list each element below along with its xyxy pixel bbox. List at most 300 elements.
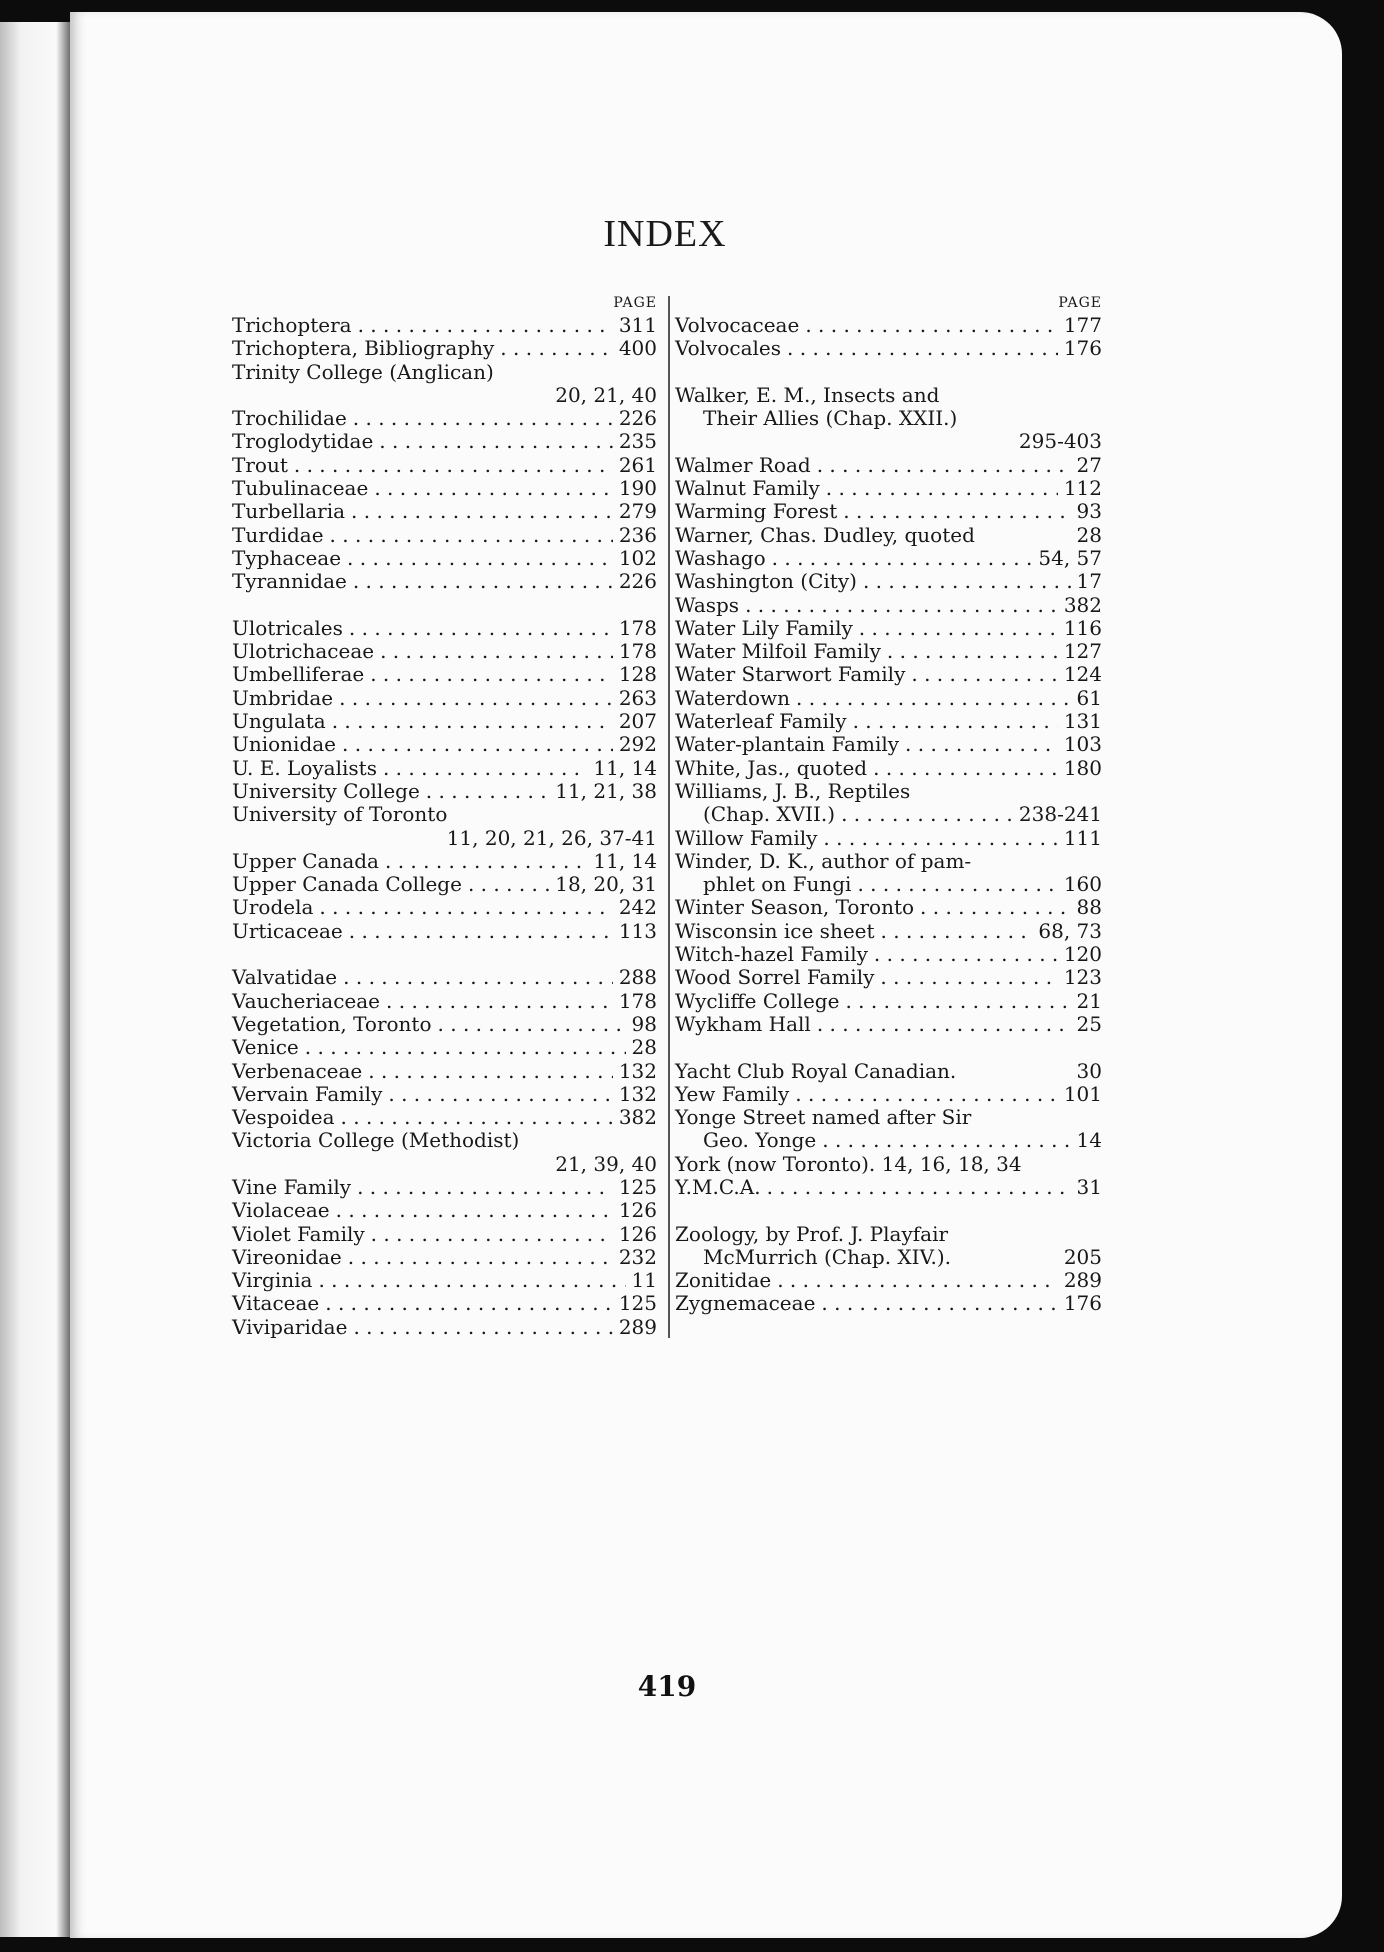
index-entry (232, 1013, 657, 1036)
entry-term: Upper Canada College (232, 872, 462, 897)
entry-term: Turdidae (232, 522, 324, 547)
entry-pages: 11, 21, 38 (555, 778, 657, 803)
leader-dots (305, 1036, 626, 1059)
entry-pages: 289 (618, 1314, 657, 1339)
entry-term: Viviparidae (232, 1314, 348, 1339)
entry-pages: 400 (618, 336, 657, 361)
index-entry (232, 454, 657, 477)
entry-term: Ulotrichaceae (232, 639, 375, 664)
entry-term: Vegetation, Toronto (232, 1011, 432, 1036)
entry-term: Violaceae (232, 1198, 330, 1223)
entry-pages: 238-241 (1018, 802, 1102, 827)
index-entry (232, 1269, 657, 1292)
index-entry (675, 990, 1102, 1013)
entry-term: Vine Family (232, 1174, 352, 1199)
index-column-left (232, 292, 657, 1339)
entry-pages: 295-403 (1018, 429, 1102, 454)
index-column-right (675, 292, 1102, 1316)
entry-pages: 292 (618, 732, 657, 757)
entry-pages: 28 (1076, 522, 1102, 547)
leader-dots (887, 640, 1058, 663)
entry-pages: 11, 14 (593, 848, 657, 873)
section-gap (675, 1036, 1102, 1059)
index-entry (675, 780, 1102, 803)
index-entry (675, 384, 1102, 407)
index-entry (232, 687, 657, 710)
entry-pages: 120 (1063, 942, 1102, 967)
index-entry (232, 1153, 657, 1176)
leader-dots (426, 780, 549, 803)
entry-term: Yew Family (675, 1081, 790, 1106)
entry-term: University College (232, 778, 420, 803)
entry-term: Winder, D. K., author of pam- (675, 848, 972, 873)
entry-pages: 18, 20, 31 (555, 872, 657, 897)
leader-dots (853, 710, 1058, 733)
index-entry (232, 337, 657, 360)
entry-term: Washago (675, 545, 766, 570)
entry-term: Y.M.C.A. (675, 1174, 761, 1199)
index-entry (675, 1106, 1102, 1129)
entry-pages: 125 (618, 1174, 657, 1199)
index-entry (675, 757, 1102, 780)
leader-dots (332, 710, 613, 733)
leader-dots (845, 990, 1070, 1013)
index-entry (675, 710, 1102, 733)
entry-term: Williams, J. B., Reptiles (675, 778, 911, 803)
leader-dots (500, 337, 613, 360)
index-entry (232, 827, 657, 850)
entry-pages: 102 (618, 545, 657, 570)
entry-pages: 125 (618, 1291, 657, 1316)
index-entry (675, 407, 1102, 430)
leader-dots (795, 1083, 1058, 1106)
entry-pages: 178 (618, 615, 657, 640)
entry-term: Typhaceae (232, 545, 342, 570)
leader-dots (468, 873, 549, 896)
leader-dots (796, 687, 1071, 710)
leader-dots (388, 1083, 612, 1106)
index-entry (675, 687, 1102, 710)
index-entry (675, 1060, 1102, 1083)
entry-term: Yacht Club Royal Canadian. (675, 1058, 957, 1083)
leader-dots (822, 1129, 1070, 1152)
index-entry (232, 477, 657, 500)
entry-pages: 123 (1063, 965, 1102, 990)
entry-pages: 28 (631, 1035, 657, 1060)
entry-pages: 382 (618, 1105, 657, 1130)
index-entry (675, 477, 1102, 500)
index-entry (675, 803, 1102, 826)
index-entry (675, 1153, 1102, 1176)
entry-pages: 127 (1063, 639, 1102, 664)
index-entry (232, 500, 657, 523)
index-entry (232, 966, 657, 989)
entry-term: Water Lily Family (675, 615, 853, 640)
leader-dots (767, 1176, 1071, 1199)
index-entry (232, 617, 657, 640)
entry-term: McMurrich (Chap. XIV.). (703, 1244, 952, 1269)
index-entry (232, 1106, 657, 1129)
entry-pages: 176 (1063, 1291, 1102, 1316)
index-entry (675, 454, 1102, 477)
index-entry (232, 850, 657, 873)
index-entry (232, 640, 657, 663)
index-entry (232, 780, 657, 803)
entry-pages: 190 (618, 476, 657, 501)
entry-pages: 128 (618, 662, 657, 687)
leader-dots (294, 454, 613, 477)
index-entry (232, 384, 657, 407)
entry-pages: 263 (618, 685, 657, 710)
index-entry (675, 966, 1102, 989)
entry-pages: 132 (618, 1058, 657, 1083)
entry-term: Trochilidae (232, 406, 347, 431)
entry-term: Walmer Road (675, 452, 811, 477)
entry-pages: 288 (618, 965, 657, 990)
index-entry (232, 430, 657, 453)
leader-dots (821, 1292, 1057, 1315)
index-entry (675, 1176, 1102, 1199)
leader-dots (353, 407, 613, 430)
entry-term: Warner, Chas. Dudley, quoted (675, 522, 975, 547)
leader-dots (349, 617, 613, 640)
leader-dots (881, 920, 1033, 943)
entry-term: Trinity College (Anglican) (232, 359, 494, 384)
entry-pages: 113 (618, 918, 657, 943)
index-entry (675, 1292, 1102, 1315)
index-entry (232, 873, 657, 896)
entry-term: University of Toronto (232, 802, 448, 827)
leader-dots (342, 733, 613, 756)
facing-page-edge (0, 22, 70, 1937)
entry-term: U. E. Loyalists (232, 755, 377, 780)
entry-pages: 112 (1063, 476, 1102, 501)
index-entry (232, 990, 657, 1013)
index-entry (232, 1316, 657, 1339)
leader-dots (777, 1269, 1058, 1292)
entry-pages: 61 (1076, 685, 1102, 710)
entry-term: Walker, E. M., Insects and (675, 382, 940, 407)
leader-dots (745, 594, 1058, 617)
entry-term: Ulotricales (232, 615, 343, 640)
entry-pages: 68, 73 (1038, 918, 1102, 943)
index-entry (675, 594, 1102, 617)
leader-dots (823, 827, 1057, 850)
page-column-header: PAGE (613, 295, 657, 311)
index-entry (675, 500, 1102, 523)
index-entry (232, 314, 657, 337)
index-entry (675, 873, 1102, 896)
entry-term: Volvocales (675, 336, 782, 361)
index-entry (675, 1246, 1102, 1269)
index-entry (675, 733, 1102, 756)
entry-term: Warming Forest (675, 499, 838, 524)
entry-pages: 242 (618, 895, 657, 920)
entry-pages: 236 (618, 522, 657, 547)
entry-pages: 111 (1063, 825, 1102, 850)
index-entry (232, 1176, 657, 1199)
leader-dots (319, 896, 612, 919)
index-entry (675, 314, 1102, 337)
entry-term: Umbelliferae (232, 662, 365, 687)
entry-term: Wisconsin ice sheet (675, 918, 875, 943)
leader-dots (370, 663, 613, 686)
entry-pages: 180 (1063, 755, 1102, 780)
index-entry (675, 663, 1102, 686)
leader-dots (330, 524, 613, 547)
index-entries-right (675, 314, 1102, 1316)
column-divider (668, 296, 670, 1338)
leader-dots (368, 1060, 613, 1083)
leader-dots (905, 733, 1058, 756)
entry-term: Yonge Street named after Sir (675, 1105, 972, 1130)
index-entry (232, 1083, 657, 1106)
entry-pages: 279 (618, 499, 657, 524)
index-entry (675, 1013, 1102, 1036)
index-entry (232, 524, 657, 547)
entry-term: Venice (232, 1035, 299, 1060)
section-gap (675, 361, 1102, 384)
entry-term: Tyrannidae (232, 569, 347, 594)
entry-term: Ungulata (232, 709, 326, 734)
index-entry (675, 920, 1102, 943)
section-gap (675, 1199, 1102, 1222)
entry-pages: 25 (1076, 1011, 1102, 1036)
entry-term: Waterleaf Family (675, 709, 847, 734)
leader-dots (841, 803, 1013, 826)
entry-term: Zygnemaceae (675, 1291, 816, 1316)
entry-term: York (now Toronto). 14, 16, 18, 34 (675, 1151, 1022, 1176)
index-entry (232, 1223, 657, 1246)
entry-pages: 124 (1063, 662, 1102, 687)
entry-term: Trichoptera (232, 313, 352, 337)
leader-dots (379, 430, 613, 453)
entry-pages: 261 (618, 452, 657, 477)
leader-dots (383, 757, 587, 780)
entry-pages: 14 (1076, 1128, 1102, 1153)
entry-pages: 160 (1063, 872, 1102, 897)
entry-term: Their Allies (Chap. XXII.) (703, 406, 958, 431)
index-entry (232, 1129, 657, 1152)
entry-pages: 88 (1076, 895, 1102, 920)
entry-term: Violet Family (232, 1221, 365, 1246)
entry-pages: 178 (618, 988, 657, 1013)
entry-pages: 126 (618, 1221, 657, 1246)
leader-dots (920, 896, 1071, 919)
section-gap (232, 943, 657, 966)
index-entry (675, 850, 1102, 873)
leader-dots (805, 314, 1058, 337)
leader-dots (348, 1246, 613, 1269)
entry-term: Zonitidae (675, 1268, 772, 1293)
index-entry (675, 1129, 1102, 1152)
entry-pages: 11, 14 (593, 755, 657, 780)
leader-dots (349, 920, 613, 943)
entry-term: Wycliffe College (675, 988, 840, 1013)
leader-dots (341, 1106, 613, 1129)
entry-pages: 27 (1076, 452, 1102, 477)
index-entry (675, 524, 1102, 547)
entry-term: Turbellaria (232, 499, 346, 524)
entry-pages: 21 (1076, 988, 1102, 1013)
leader-dots (817, 1013, 1071, 1036)
leader-dots (371, 1223, 613, 1246)
entry-pages: 54, 57 (1038, 545, 1102, 570)
leader-dots (873, 757, 1058, 780)
entry-pages: 232 (618, 1244, 657, 1269)
entry-pages: 226 (618, 406, 657, 431)
entry-term: Victoria College (Methodist) (232, 1128, 520, 1153)
entry-term: Verbenaceae (232, 1058, 363, 1083)
entry-term: Waterdown (675, 685, 791, 710)
leader-dots (374, 477, 613, 500)
entry-term: Vitaceae (232, 1291, 320, 1316)
entry-term: Walnut Family (675, 476, 820, 501)
entry-term: Zoology, by Prof. J. Playfair (675, 1221, 949, 1246)
page-title: INDEX (603, 213, 727, 255)
leader-dots (880, 966, 1057, 989)
entry-term: phlet on Fungi (703, 872, 852, 897)
index-entry (675, 943, 1102, 966)
leader-dots (843, 500, 1070, 523)
entry-pages: 132 (618, 1081, 657, 1106)
entry-pages: 20, 21, 40 (555, 382, 657, 407)
index-entry (675, 827, 1102, 850)
page-column-header: PAGE (1058, 295, 1102, 311)
entry-term: Valvatidae (232, 965, 338, 990)
leader-dots (772, 547, 1033, 570)
index-entry (675, 430, 1102, 453)
entry-term: Upper Canada (232, 848, 379, 873)
leader-dots (353, 570, 613, 593)
entry-pages: 226 (618, 569, 657, 594)
entry-term: Geo. Yonge (703, 1128, 817, 1153)
leader-dots (343, 966, 613, 989)
entry-term: Umbridae (232, 685, 334, 710)
index-entry (232, 1199, 657, 1222)
entry-term: Unionidae (232, 732, 337, 757)
entry-pages: 116 (1063, 615, 1102, 640)
index-entry (675, 337, 1102, 360)
entry-term: White, Jas., quoted (675, 755, 868, 780)
entry-pages: 178 (618, 639, 657, 664)
leader-dots (385, 850, 587, 873)
entry-pages: 289 (1063, 1268, 1102, 1293)
leader-dots (318, 1269, 625, 1292)
index-entry (232, 547, 657, 570)
entry-term: Wood Sorrel Family (675, 965, 875, 990)
entry-term: Urticaceae (232, 918, 343, 943)
index-entry (232, 1036, 657, 1059)
index-entry (232, 1060, 657, 1083)
entry-term: Washington (City) (675, 569, 857, 594)
entry-term: Trichoptera, Bibliography (232, 336, 495, 361)
entry-pages: 11, 20, 21, 26, 37-41 (446, 825, 657, 850)
entry-term: Willow Family (675, 825, 818, 850)
leader-dots (347, 547, 613, 570)
index-entry (675, 1083, 1102, 1106)
index-entries-left (232, 314, 657, 1339)
index-entry (232, 896, 657, 919)
leader-dots (353, 1316, 612, 1339)
index-entry (675, 547, 1102, 570)
index-entry (232, 361, 657, 384)
index-entry (232, 710, 657, 733)
leader-dots (787, 337, 1058, 360)
entry-term: Vireonidae (232, 1244, 342, 1269)
entry-pages: 101 (1063, 1081, 1102, 1106)
leader-dots (351, 500, 613, 523)
entry-term: Vervain Family (232, 1081, 383, 1106)
entry-term: Vaucheriaceae (232, 988, 381, 1013)
leader-dots (857, 873, 1057, 896)
entry-term: Wasps (675, 592, 740, 617)
index-entry (232, 407, 657, 430)
index-entry (232, 570, 657, 593)
index-entry (232, 1246, 657, 1269)
entry-term: Winter Season, Toronto (675, 895, 915, 920)
entry-pages: 131 (1063, 709, 1102, 734)
index-entry (675, 1269, 1102, 1292)
entry-pages: 207 (618, 709, 657, 734)
leader-dots (386, 990, 613, 1013)
entry-pages: 21, 39, 40 (555, 1151, 657, 1176)
leader-dots (863, 570, 1071, 593)
entry-term: Vespoidea (232, 1105, 335, 1130)
index-entry (675, 617, 1102, 640)
leader-dots (874, 943, 1058, 966)
index-entry (232, 663, 657, 686)
entry-pages: 31 (1076, 1174, 1102, 1199)
leader-dots (911, 663, 1057, 686)
index-entry (232, 1292, 657, 1315)
leader-dots (817, 454, 1071, 477)
index-entry (232, 920, 657, 943)
leader-dots (358, 314, 613, 337)
entry-pages: 177 (1063, 313, 1102, 337)
index-entry (675, 570, 1102, 593)
entry-term: Tubulinaceae (232, 476, 369, 501)
leader-dots (336, 1199, 613, 1222)
entry-term: Water-plantain Family (675, 732, 900, 757)
entry-pages: 11 (631, 1268, 657, 1293)
section-gap (232, 594, 657, 617)
entry-pages: 176 (1063, 336, 1102, 361)
leader-dots (357, 1176, 613, 1199)
entry-term: Trout (232, 452, 288, 477)
leader-dots (826, 477, 1058, 500)
leader-dots (339, 687, 613, 710)
entry-term: Volvocaceae (675, 313, 800, 337)
leader-dots (859, 617, 1058, 640)
leader-dots (325, 1292, 613, 1315)
leader-dots (438, 1013, 626, 1036)
leader-dots (380, 640, 613, 663)
entry-term: Water Milfoil Family (675, 639, 881, 664)
entry-pages: 93 (1076, 499, 1102, 524)
entry-term: Troglodytidae (232, 429, 374, 454)
index-entry (232, 733, 657, 756)
entry-term: (Chap. XVII.) (703, 802, 836, 827)
entry-pages: 17 (1076, 569, 1102, 594)
index-entry (675, 896, 1102, 919)
index-entry (232, 803, 657, 826)
entry-pages: 311 (618, 313, 657, 337)
entry-pages: 103 (1063, 732, 1102, 757)
entry-term: Virginia (232, 1268, 313, 1293)
entry-term: Wykham Hall (675, 1011, 811, 1036)
entry-pages: 382 (1063, 592, 1102, 617)
